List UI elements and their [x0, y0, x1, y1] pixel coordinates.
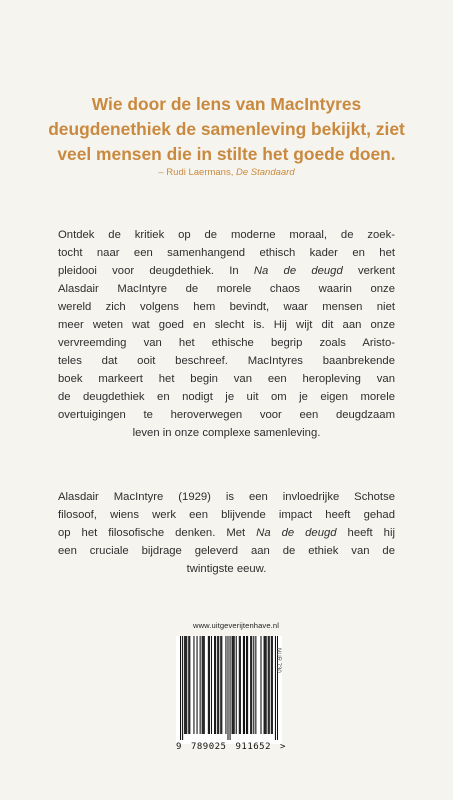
barcode-bar — [180, 636, 181, 740]
text-line: vervreemding van het ethische begrip zoals Aristo- — [58, 337, 395, 349]
barcode-bar — [271, 636, 272, 734]
quote-line: veel mensen die in stilte het goede doen. — [57, 144, 396, 164]
isbn-first-digit: 9 — [176, 742, 182, 752]
barcode-bar — [268, 636, 269, 734]
text-line: wereld zich volgens hem bevindt, waar mensen niet — [58, 301, 395, 313]
barcode-bar — [232, 636, 233, 734]
barcode-bar — [260, 636, 261, 734]
barcode-bar — [209, 636, 210, 734]
barcode-bar — [240, 636, 241, 734]
isbn-barcode — [176, 636, 282, 744]
nur-code: NUR 730 — [275, 648, 281, 673]
text-line: pleidooi voor deugdethiek. In Na de deugd verkent — [58, 265, 396, 277]
barcode-bar — [236, 636, 237, 734]
barcode-bar — [188, 636, 189, 734]
barcode-bar — [253, 636, 254, 734]
text-line: teles dat ooit beschreef. MacIntyres baanbrekende — [58, 355, 395, 367]
isbn-arrow: > — [280, 742, 286, 752]
barcode-bar — [182, 636, 183, 740]
barcode-bar — [218, 636, 219, 734]
barcode-bar — [185, 636, 186, 734]
barcode-bar — [208, 636, 209, 734]
barcode-bar — [230, 636, 231, 740]
barcode-bar — [269, 636, 270, 734]
barcode-bar — [250, 636, 251, 734]
barcode-bar — [203, 636, 204, 734]
text-line: tocht naar een samenhangend ethisch kader en het — [58, 247, 395, 259]
book-title: Na de deugd — [253, 265, 343, 277]
isbn-group-2: 911652 — [235, 742, 272, 752]
text-line: Alasdair MacIntyre de morele chaos waarin onze — [58, 283, 395, 295]
text-line: boek markeert het begin van een heropleving van — [58, 373, 395, 385]
description-paragraph — [58, 226, 395, 442]
barcode-bar — [215, 636, 216, 734]
text-line: overtuigingen te heroverwegen voor een deugdzaam — [58, 409, 395, 421]
barcode-bar — [227, 636, 228, 740]
barcode-bar — [184, 636, 185, 734]
text-line: Ontdek de kritiek op de moderne moraal, de zoek- — [58, 229, 395, 241]
barcode-bar — [264, 636, 265, 734]
barcode-bar — [221, 636, 222, 734]
quote-line: Wie door de lens van MacIntyres — [91, 94, 362, 114]
barcode-bar — [204, 636, 205, 734]
barcode-bar — [247, 636, 248, 734]
barcode-bar — [272, 636, 273, 734]
barcode-bar — [193, 636, 194, 734]
barcode-bar — [233, 636, 234, 734]
quote-attribution — [0, 167, 453, 178]
text-line: de deugdethiek en nodigt je uit om je eigen morele — [58, 391, 395, 403]
barcode-bar — [186, 636, 187, 734]
barcode-bar — [220, 636, 221, 734]
quote-line: deugdenethiek de samenleving bekijkt, ziet — [48, 119, 405, 139]
barcode-bar — [197, 636, 198, 734]
attribution-name: – Rudi Laermans, — [158, 167, 236, 178]
barcode-bar — [214, 636, 215, 734]
barcode-bar — [225, 636, 226, 734]
isbn-number — [176, 742, 286, 752]
isbn-group-1: 789025 — [190, 742, 227, 752]
barcode-bar — [200, 636, 201, 734]
text-line: meer weten wat goed en slecht is. Hij wijt dit aan onze — [58, 319, 395, 331]
barcode-bar — [251, 636, 252, 734]
barcode-bar — [239, 636, 240, 734]
book-title: Na de deugd — [256, 527, 337, 539]
publisher-url: www.uitgeverijtenhave.nl — [193, 621, 279, 630]
barcode-bar — [234, 636, 235, 734]
author-paragraph — [58, 488, 395, 578]
barcode-bar — [246, 636, 247, 734]
barcode-bar — [255, 636, 256, 734]
text-line: twintigste eeuw. — [186, 563, 267, 575]
barcode-bar — [266, 636, 267, 734]
barcode-bar — [244, 636, 245, 734]
text-line: een cruciale bijdrage geleverd aan de ethiek van de — [58, 545, 395, 557]
barcode-bars — [180, 636, 278, 740]
text-line: op het filosofische denken. Met Na de deugd heeft hij — [58, 527, 395, 539]
text-line: leven in onze complexe samenleving. — [132, 427, 321, 439]
barcode-bar — [202, 636, 203, 734]
text-line: Alasdair MacIntyre (1929) is een invloedrijke Schotse — [58, 491, 395, 503]
back-cover-quote — [40, 92, 413, 167]
attribution-source: De Standaard — [236, 167, 295, 178]
barcode-bar — [243, 636, 244, 734]
barcode-bar — [217, 636, 218, 734]
barcode-bar — [211, 636, 212, 734]
barcode-bar — [189, 636, 190, 734]
barcode-bar — [265, 636, 266, 734]
text-line: filosoof, wiens werk een blijvende impact heeft gehad — [58, 509, 395, 521]
